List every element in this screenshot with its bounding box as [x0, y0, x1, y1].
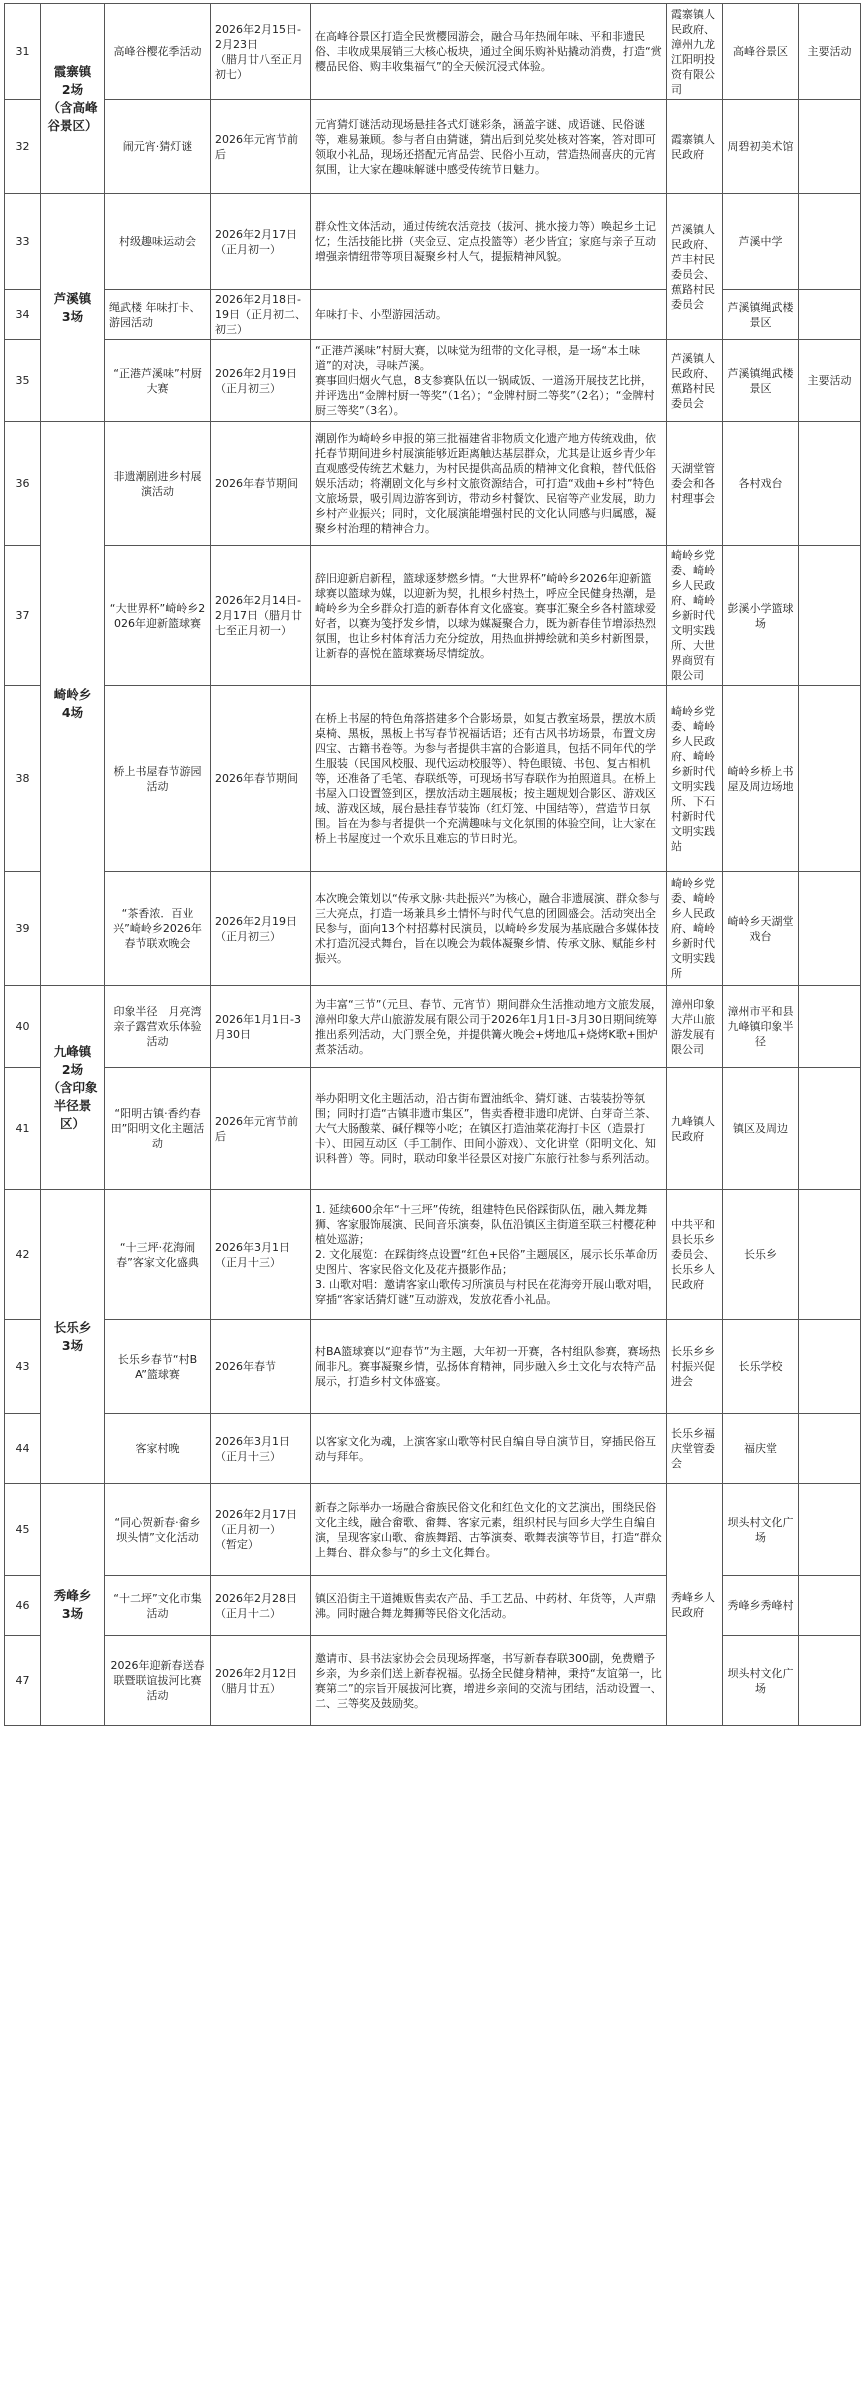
venue: 彭溪小学篮球场: [723, 546, 799, 686]
activity-description: 邀请市、县书法家协会会员现场挥毫，书写新春春联300副，免费赠予乡亲，为乡亲们送上新春祝福。弘扬全民健身精神，秉持“友谊第一，比赛第二”的宗旨开展拔河比赛，增进乡亲间的交流与团结，活动设置一、二、三等奖及鼓励奖。: [311, 1636, 667, 1726]
activity-name: “正港芦溪味”村厨大赛: [105, 340, 211, 422]
organizer: 霞寨镇人民政府、漳州九龙江阳明投资有限公司: [667, 4, 723, 100]
activity-time: 2026年元宵节前后: [211, 1068, 311, 1190]
organizer: 天湖堂管委会和各村理事会: [667, 422, 723, 546]
row-number: 38: [5, 686, 41, 872]
town-cell: 九峰镇 2场 （含印象半径景区）: [41, 986, 105, 1190]
table-row: [5, 290, 861, 340]
activity-description: 元宵猜灯谜活动现场悬挂各式灯谜彩条，涵盖字谜、成语谜、民俗谜等，难易兼顾。参与者自由猜谜，猜出后到兑奖处核对答案，答对即可领取小礼品，现场还搭配元宵品尝、民俗小互动，营造热闹喜庆的元宵氛围，让大家在趣味解谜中感受传统节日魅力。: [311, 100, 667, 194]
table-row: [5, 1068, 861, 1190]
town-cell: 秀峰乡 3场: [41, 1484, 105, 1726]
activity-description: 群众性文体活动，通过传统农活竞技（拔河、挑水接力等）唤起乡土记忆；生活技能比拼（夹金豆、定点投篮等）老少皆宜；家庭与亲子互动增强亲情纽带等项目凝聚乡村人气，提振精神风貌。: [311, 194, 667, 290]
activity-time: 2026年春节期间: [211, 422, 311, 546]
venue: 高峰谷景区: [723, 4, 799, 100]
row-number: 31: [5, 4, 41, 100]
activity-description: 在桥上书屋的特色角落搭建多个合影场景，如复古教室场景，摆放木质桌椅、黑板，黑板上书写春节祝福话语；还有古风书坊场景，布置文房四宝、古籍书卷等。为参与者提供丰富的合影道具，包括不同年代的学生服装（民国风校服、现代运动校服等）、特色眼镜、书包、复古相机等，还准备了毛笔、春联纸等，可现场书写春联作为拍照道具。在桥上书屋入口设置签到区，摆放活动主题展板；按主题规划合影区、游戏区域、游戏区域，展台悬挂春节装饰（红灯笼、中国结等），营造节日氛围。旨在为参与者提供一个充满趣味与文化氛围的体验空间，让大家在桥上书屋度过一个欢乐且难忘的节日时光。: [311, 686, 667, 872]
remark: [799, 546, 861, 686]
activity-name: 高峰谷樱花季活动: [105, 4, 211, 100]
row-number: 36: [5, 422, 41, 546]
remark: [799, 872, 861, 986]
row-number: 43: [5, 1320, 41, 1414]
remark: 主要活动: [799, 340, 861, 422]
row-number: 47: [5, 1636, 41, 1726]
activity-table: [4, 3, 861, 1726]
remark: [799, 986, 861, 1068]
venue: 坝头村文化广场: [723, 1484, 799, 1576]
venue: 镇区及周边: [723, 1068, 799, 1190]
town-cell: 霞寨镇 2场 （含高峰谷景区）: [41, 4, 105, 194]
remark: [799, 1484, 861, 1576]
venue: 坝头村文化广场: [723, 1636, 799, 1726]
venue: 周碧初美术馆: [723, 100, 799, 194]
row-number: 33: [5, 194, 41, 290]
activity-description: 年味打卡、小型游园活动。: [311, 290, 667, 340]
remark: 主要活动: [799, 4, 861, 100]
activity-description: 为丰富“三节”（元旦、春节、元宵节）期间群众生活推动地方文旅发展，漳州印象大芹山旅游发展有限公司于2026年1月1日-3月30日期间统筹推出系列活动，大门票全免，并提供篝火晚会+烤地瓜+烧烤K歌+围炉煮茶活动。: [311, 986, 667, 1068]
activity-name: 绳武楼 年味打卡、游园活动: [105, 290, 211, 340]
activity-description: “正港芦溪味”村厨大赛，以味觉为纽带的文化寻根，是一场“本土味道”的对决，寻味芦溪。 赛事回归烟火气息，8支参赛队伍以一锅咸饭、一道汤开展技艺比拼，并评选出“金牌村厨一等奖”（1名）；“金牌村厨二等奖”（2名）；“金牌村厨三等奖”（3名）。: [311, 340, 667, 422]
activity-description: 新春之际举办一场融合畲族民俗文化和红色文化的文艺演出，围绕民俗文化主线，融合畲歌、畲舞、客家元素，组织村民与回乡大学生自编自演，呈现客家山歌、畲族舞蹈、古筝演奏、歌舞表演等节目，打造“群众上舞台、群众参与”的乡土文化舞台。: [311, 1484, 667, 1576]
venue: 各村戏台: [723, 422, 799, 546]
remark: [799, 290, 861, 340]
activity-description: 以客家文化为魂，上演客家山歌等村民自编自导自演节目，穿插民俗互动与拜年。: [311, 1414, 667, 1484]
remark: [799, 1320, 861, 1414]
table-row: [5, 986, 861, 1068]
remark: [799, 1068, 861, 1190]
row-number: 46: [5, 1576, 41, 1636]
activity-name: “茶香浓．百业兴”崎岭乡2026年春节联欢晚会: [105, 872, 211, 986]
table-row: [5, 4, 861, 100]
table-row: [5, 1484, 861, 1576]
row-number: 32: [5, 100, 41, 194]
activity-time: 2026年2月17日 （正月初一） （暂定）: [211, 1484, 311, 1576]
venue: 漳州市平和县九峰镇印象半径: [723, 986, 799, 1068]
activity-description: 1. 延续600余年“十三坪”传统，组建特色民俗踩街队伍，融入舞龙舞狮、客家服饰展演、民间音乐演奏，队伍沿镇区主街道至联三村樱花种植处巡游； 2. 文化展览：在踩街终点设置“红色+民俗”主题展区，展示长乐革命历史图片、客家民俗文化及花卉摄影作品； 3. 山歌对唱：邀请客家山歌传习所演员与村民在花海旁开展山歌对唱，穿插“客家话猜灯谜”互动游戏，发放花香小礼品。: [311, 1190, 667, 1320]
table-row: [5, 686, 861, 872]
activity-name: “同心贺新春·畲乡坝头情”文化活动: [105, 1484, 211, 1576]
organizer: 秀峰乡人民政府: [667, 1484, 723, 1726]
activity-time: 2026年春节: [211, 1320, 311, 1414]
venue: 崎岭乡桥上书屋及周边场地: [723, 686, 799, 872]
organizer: 崎岭乡党委、崎岭乡人民政府、崎岭乡新时代文明实践所、大世界商贸有限公司: [667, 546, 723, 686]
row-number: 40: [5, 986, 41, 1068]
organizer: 长乐乡福庆堂管委会: [667, 1414, 723, 1484]
activity-description: 举办阳明文化主题活动，沿古街布置油纸伞、猜灯谜、古装装扮等氛围；同时打造“古镇非遗市集区”，售卖香橙非遗印虎饼、白芽奇兰茶、大气大肠酸菜、碱仔粿等小吃；在镇区打造油菜花海打卡区（造景打卡）、田园互动区（手工制作、田间小游戏）、文化讲堂（阳明文化、知识科普）等。同时，联动印象半径景区对接广东旅行社参与系列活动。: [311, 1068, 667, 1190]
venue: 长乐乡: [723, 1190, 799, 1320]
activity-time: 2026年春节期间: [211, 686, 311, 872]
town-cell: 崎岭乡 4场: [41, 422, 105, 986]
activity-time: 2026年2月18日-19日（正月初二、初三）: [211, 290, 311, 340]
row-number: 34: [5, 290, 41, 340]
activity-name: 长乐乡春节“村BA”篮球赛: [105, 1320, 211, 1414]
venue: 长乐学校: [723, 1320, 799, 1414]
activity-time: 2026年2月19日 （正月初三）: [211, 340, 311, 422]
organizer: 芦溪镇人民政府、芦丰村民委员会、蕉路村民委员会: [667, 194, 723, 340]
table-row: [5, 194, 861, 290]
table-row: [5, 422, 861, 546]
table-row: [5, 340, 861, 422]
activity-description: 镇区沿街主干道摊贩售卖农产品、手工艺品、中药材、年货等，人声鼎沸。同时融合舞龙舞狮等民俗文化活动。: [311, 1576, 667, 1636]
organizer: 漳州印象大芹山旅游发展有限公司: [667, 986, 723, 1068]
organizer: 九峰镇人民政府: [667, 1068, 723, 1190]
activity-description: 在高峰谷景区打造全民赏樱园游会，融合马年热闹年味、平和非遗民俗、丰收成果展销三大核心板块，通过全闽乐购补贴撬动消费，打造“赏樱品民俗、购丰收集福气”的全天候沉浸式体验。: [311, 4, 667, 100]
activity-time: 2026年1月1日-3月30日: [211, 986, 311, 1068]
town-cell: 长乐乡 3场: [41, 1190, 105, 1484]
activity-name: “阳明古镇·香约春田”阳明文化主题活动: [105, 1068, 211, 1190]
organizer: 崎岭乡党委、崎岭乡人民政府、崎岭乡新时代文明实践所、下石村新时代文明实践站: [667, 686, 723, 872]
town-cell: 芦溪镇 3场: [41, 194, 105, 422]
activity-name: “大世界杯”崎岭乡2026年迎新篮球赛: [105, 546, 211, 686]
table-row: [5, 872, 861, 986]
activity-time: 2026年2月14日-2月17日（腊月廿七至正月初一）: [211, 546, 311, 686]
activity-time: 2026年2月19日 （正月初三）: [211, 872, 311, 986]
remark: [799, 1190, 861, 1320]
organizer: 霞寨镇人民政府: [667, 100, 723, 194]
activity-name: 印象半径 月亮湾亲子露营欢乐体验活动: [105, 986, 211, 1068]
activity-time: 2026年2月12日 （腊月廿五）: [211, 1636, 311, 1726]
remark: [799, 100, 861, 194]
table-row: [5, 1320, 861, 1414]
activity-name: “十三坪·花海闹春”客家文化盛典: [105, 1190, 211, 1320]
remark: [799, 686, 861, 872]
activity-name: 闹元宵·猜灯谜: [105, 100, 211, 194]
organizer: 长乐乡乡村振兴促进会: [667, 1320, 723, 1414]
venue: 福庆堂: [723, 1414, 799, 1484]
activity-description: 潮剧作为崎岭乡申报的第三批福建省非物质文化遗产地方传统戏曲，依托春节期间进乡村展演能够近距离触达基层群众，尤其是让返乡青少年直观感受传统艺术魅力，为村民提供高品质的精神文化食粮，替代低俗娱乐活动；将潮剧文化与乡村文旅资源结合，可打造“戏曲+乡村”特色文旅场景，吸引周边游客到访，带动乡村餐饮、民宿等产业发展，助力乡村产业振兴；同时，文化展演能增强村民的文化认同感与归属感，凝聚乡村治理的精神合力。: [311, 422, 667, 546]
row-number: 42: [5, 1190, 41, 1320]
activity-name: 非遗潮剧进乡村展演活动: [105, 422, 211, 546]
venue: 崎岭乡天湖堂戏台: [723, 872, 799, 986]
activity-time: 2026年2月15日-2月23日 （腊月廿八至正月初七）: [211, 4, 311, 100]
table-row: [5, 1190, 861, 1320]
venue: 芦溪中学: [723, 194, 799, 290]
table-row: [5, 546, 861, 686]
venue: 芦溪镇绳武楼景区: [723, 290, 799, 340]
activity-time: 2026年2月28日 （正月十二）: [211, 1576, 311, 1636]
remark: [799, 1414, 861, 1484]
activity-time: 2026年2月17日 （正月初一）: [211, 194, 311, 290]
venue: 秀峰乡秀峰村: [723, 1576, 799, 1636]
activity-time: 2026年3月1日 （正月十三）: [211, 1190, 311, 1320]
row-number: 44: [5, 1414, 41, 1484]
remark: [799, 194, 861, 290]
activity-name: 村级趣味运动会: [105, 194, 211, 290]
row-number: 41: [5, 1068, 41, 1190]
activity-time: 2026年元宵节前后: [211, 100, 311, 194]
activity-description: 村BA篮球赛以“迎春节”为主题，大年初一开赛，各村组队参赛，赛场热闹非凡。赛事凝聚乡情，弘扬体育精神，同步融入乡土文化与农特产品展示，打造乡村文体盛宴。: [311, 1320, 667, 1414]
table-row: [5, 1576, 861, 1636]
organizer: 芦溪镇人民政府、蕉路村民委员会: [667, 340, 723, 422]
row-number: 35: [5, 340, 41, 422]
row-number: 45: [5, 1484, 41, 1576]
activity-name: “十二坪”文化市集活动: [105, 1576, 211, 1636]
activity-name: 桥上书屋春节游园活动: [105, 686, 211, 872]
activity-name: 2026年迎新春送春联暨联谊拔河比赛活动: [105, 1636, 211, 1726]
row-number: 39: [5, 872, 41, 986]
remark: [799, 422, 861, 546]
table-row: [5, 1414, 861, 1484]
organizer: 中共平和县长乐乡委员会、长乐乡人民政府: [667, 1190, 723, 1320]
remark: [799, 1576, 861, 1636]
activity-time: 2026年3月1日 （正月十三）: [211, 1414, 311, 1484]
remark: [799, 1636, 861, 1726]
activity-description: 本次晚会策划以“传承文脉·共赴振兴”为核心，融合非遗展演、群众参与三大亮点，打造一场兼具乡土情怀与时代气息的团圆盛会。活动突出全民参与，面向13个村招募村民演员，以崎岭乡发展为基底融合多媒体技术打造沉浸式舞台，旨在以晚会为载体凝聚乡情、传承文脉、赋能乡村振兴。: [311, 872, 667, 986]
row-number: 37: [5, 546, 41, 686]
table-row: [5, 100, 861, 194]
activity-description: 辞旧迎新启新程，篮球逐梦燃乡情。“大世界杯”崎岭乡2026年迎新篮球赛以篮球为媒，以迎新为契，扎根乡村热土，呼应全民健身热潮，是崎岭乡为全乡群众打造的新春体育文化盛宴。赛事汇聚全乡各村篮球爱好者，以赛为笺抒发乡情，以球为媒凝聚合力，既为新春佳节增添热烈氛围，也让乡村体育活力充分绽放，用热血拼搏绘就和美乡村新图景，让新春的喜悦在篮球赛场尽情绽放。: [311, 546, 667, 686]
table-row: [5, 1636, 861, 1726]
venue: 芦溪镇绳武楼景区: [723, 340, 799, 422]
organizer: 崎岭乡党委、崎岭乡人民政府、崎岭乡新时代文明实践所: [667, 872, 723, 986]
activity-name: 客家村晚: [105, 1414, 211, 1484]
